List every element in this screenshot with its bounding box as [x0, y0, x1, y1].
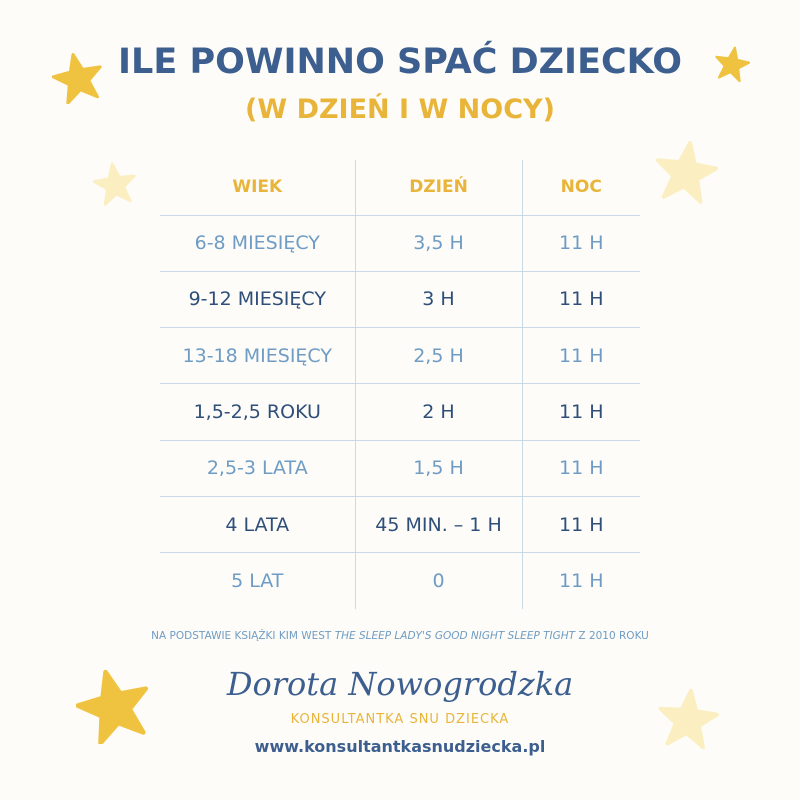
source-book-title: THE SLEEP LADY'S GOOD NIGHT SLEEP TIGHT	[334, 630, 576, 642]
night-cell: 11 H	[522, 553, 640, 609]
day-cell: 1,5 H	[355, 440, 522, 496]
table-row	[160, 215, 640, 271]
age-cell: 4 LATA	[160, 496, 355, 552]
age-cell: 1,5-2,5 ROKU	[160, 384, 355, 440]
star-icon	[654, 140, 718, 204]
table-row	[160, 328, 640, 384]
column-header-day: DZIEŃ	[355, 160, 522, 215]
column-header-age: WIEK	[232, 177, 283, 198]
night-cell: 11 H	[522, 384, 640, 440]
day-cell: 2,5 H	[355, 328, 522, 384]
age-cell: 6-8 MIESIĘCY	[160, 215, 355, 271]
author-role: KONSULTANTKA SNU DZIECKA	[290, 712, 510, 727]
star-icon	[93, 162, 137, 206]
table-row	[160, 496, 640, 552]
age-cell: 9-12 MIESIĘCY	[160, 271, 355, 327]
night-cell: 11 H	[522, 328, 640, 384]
age-cell: 5 LAT	[160, 553, 355, 609]
day-cell: 45 MIN. – 1 H	[355, 496, 522, 552]
website-link[interactable]: www.konsultantkasnudziecka.pl	[254, 737, 546, 756]
page-title: ILE POWINNO SPAĆ DZIECKO	[118, 42, 682, 82]
page-subtitle: (W DZIEŃ I W NOCY)	[245, 94, 555, 125]
author-signature: Dorota Nowogrodzka	[226, 665, 574, 703]
source-suffix: Z 2010 ROKU	[575, 630, 649, 642]
column-header-night: NOC	[522, 160, 640, 215]
night-cell: 11 H	[522, 271, 640, 327]
age-cell: 2,5-3 LATA	[160, 440, 355, 496]
source-note	[0, 630, 800, 642]
day-cell: 2 H	[355, 384, 522, 440]
day-cell: 3,5 H	[355, 215, 522, 271]
night-cell: 11 H	[522, 496, 640, 552]
table-row	[160, 384, 640, 440]
night-cell: 11 H	[522, 440, 640, 496]
day-cell: 0	[355, 553, 522, 609]
night-cell: 11 H	[522, 215, 640, 271]
table-row	[160, 553, 640, 609]
day-cell: 3 H	[355, 271, 522, 327]
table-header-row	[160, 160, 640, 215]
table-row	[160, 440, 640, 496]
sleep-table	[160, 160, 640, 609]
age-cell: 13-18 MIESIĘCY	[160, 328, 355, 384]
source-prefix: NA PODSTAWIE KSIĄŻKI KIM WEST	[151, 630, 335, 642]
table-row	[160, 271, 640, 327]
